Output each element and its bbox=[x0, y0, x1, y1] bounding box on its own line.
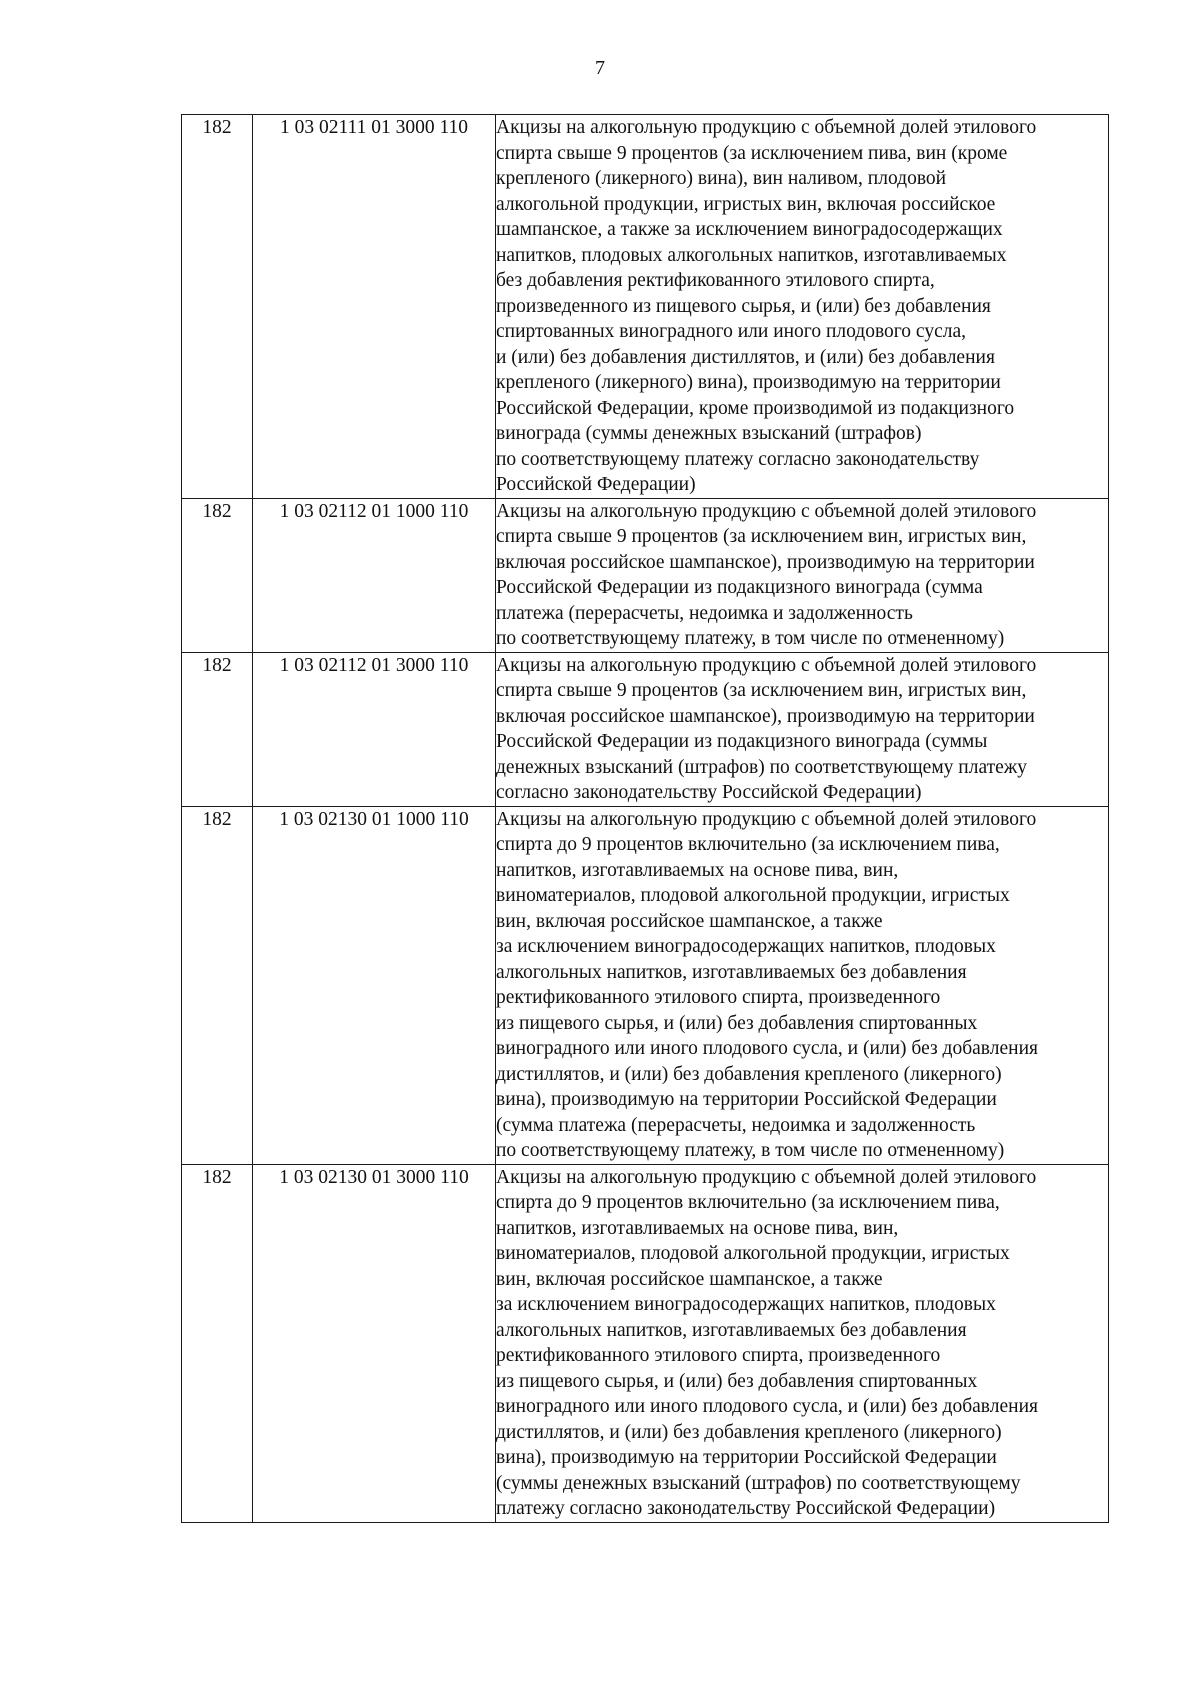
description-line: напитков, изготавливаемых на основе пива, вин, bbox=[496, 859, 899, 881]
budget-code-cell: 1 03 02112 01 1000 110 bbox=[253, 498, 496, 652]
description-line: виноматериалов, плодовой алкогольной продукции, игристых bbox=[496, 885, 1010, 906]
description-line: Акцизы на алкогольную продукцию с объемной долей этилового bbox=[496, 1166, 1037, 1188]
admin-code-cell: 182 bbox=[182, 806, 253, 1164]
description-line: Акцизы на алкогольную продукцию с объемной долей этилового bbox=[496, 808, 1037, 830]
description-line: спирта до 9 процентов включительно (за исключением пива, bbox=[496, 1192, 1000, 1213]
description-line: дистиллятов, и (или) без добавления крепленого (ликерного) bbox=[496, 1063, 1002, 1085]
description-line: без добавления ректификованного этилового спирта, bbox=[496, 270, 935, 291]
table-row bbox=[182, 652, 1109, 806]
description-line: (суммы денежных взысканий (штрафов) по соответствующему bbox=[496, 1472, 1021, 1494]
description-line: Российской Федерации, кроме производимой из подакцизного bbox=[496, 397, 1015, 419]
revenue-codes-table bbox=[181, 114, 1109, 1523]
description-line: платежа (перерасчеты, недоимка и задолженность bbox=[496, 602, 913, 624]
description-line: спирта свыше 9 процентов (за исключением вин, игристых вин, bbox=[496, 680, 1027, 701]
description-line: спирта свыше 9 процентов (за исключением вин, игристых вин, bbox=[496, 526, 1027, 547]
description-line: согласно законодательству Российской Федерации) bbox=[496, 782, 922, 803]
description-line: ректификованного этилового спирта, произведенного bbox=[496, 987, 941, 1008]
description-line: напитков, плодовых алкогольных напитков, изготавливаемых bbox=[496, 244, 1007, 266]
description-line: Акцизы на алкогольную продукцию с объемной долей этилового bbox=[496, 117, 1037, 138]
budget-code-cell: 1 03 02112 01 3000 110 bbox=[253, 652, 496, 806]
budget-code-cell: 1 03 02111 01 3000 110 bbox=[253, 115, 496, 499]
description-line: вин, включая российское шампанское, а также bbox=[496, 1268, 883, 1290]
description-line: и (или) без добавления дистиллятов, и (или) без добавления bbox=[496, 346, 995, 368]
description-line: виноматериалов, плодовой алкогольной продукции, игристых bbox=[496, 1243, 1010, 1264]
admin-code-cell: 182 bbox=[182, 115, 253, 499]
description-line: Акцизы на алкогольную продукцию с объемной долей этилового bbox=[496, 654, 1037, 676]
description-cell bbox=[496, 1164, 1109, 1522]
description-line: по соответствующему платежу, в том числе по отмененному) bbox=[496, 1140, 1005, 1161]
description-line: Российской Федерации из подакцизного винограда (суммы bbox=[496, 731, 988, 752]
description-cell bbox=[496, 498, 1109, 652]
admin-code-cell: 182 bbox=[182, 1164, 253, 1522]
description-line: по соответствующему платежу согласно законодательству bbox=[496, 448, 980, 470]
description-line: спиртованных виноградного или иного плодового сусла, bbox=[496, 321, 966, 342]
table-row bbox=[182, 498, 1109, 652]
page-number: 7 bbox=[595, 57, 605, 79]
description-line: виноградного или иного плодового сусла, и (или) без добавления bbox=[496, 1038, 1038, 1059]
description-cell bbox=[496, 806, 1109, 1164]
description-line: денежных взысканий (штрафов) по соответствующему платежу bbox=[496, 756, 1027, 778]
description-line: алкогольной продукции, игристых вин, включая российское bbox=[496, 193, 996, 215]
description-line: винограда (суммы денежных взысканий (штрафов) bbox=[496, 423, 922, 444]
table-row bbox=[182, 1164, 1109, 1522]
description-line: напитков, изготавливаемых на основе пива, вин, bbox=[496, 1217, 899, 1239]
admin-code-cell: 182 bbox=[182, 652, 253, 806]
description-line: алкогольных напитков, изготавливаемых без добавления bbox=[496, 1319, 967, 1341]
table-row bbox=[182, 806, 1109, 1164]
table-body bbox=[182, 115, 1109, 1523]
admin-code-cell: 182 bbox=[182, 498, 253, 652]
description-line: вина), производимую на территории Российской Федерации bbox=[496, 1089, 997, 1110]
description-line: Российской Федерации) bbox=[496, 474, 696, 495]
description-line: из пищевого сырья, и (или) без добавления спиртованных bbox=[496, 1012, 978, 1034]
description-line: за исключением виноградосодержащих напитков, плодовых bbox=[496, 1294, 996, 1315]
description-line: за исключением виноградосодержащих напитков, плодовых bbox=[496, 936, 996, 957]
description-line: (сумма платежа (перерасчеты, недоимка и задолженность bbox=[496, 1114, 976, 1136]
description-line: ректификованного этилового спирта, произведенного bbox=[496, 1345, 941, 1366]
description-line: Российской Федерации из подакцизного винограда (сумма bbox=[496, 577, 983, 598]
description-line: по соответствующему платежу, в том числе по отмененному) bbox=[496, 628, 1005, 649]
description-line: из пищевого сырья, и (или) без добавления спиртованных bbox=[496, 1370, 978, 1392]
description-line: алкогольных напитков, изготавливаемых без добавления bbox=[496, 961, 967, 983]
budget-code-cell: 1 03 02130 01 1000 110 bbox=[253, 806, 496, 1164]
description-line: Акцизы на алкогольную продукцию с объемной долей этилового bbox=[496, 500, 1037, 522]
description-line: вина), производимую на территории Российской Федерации bbox=[496, 1447, 997, 1468]
description-line: спирта свыше 9 процентов (за исключением пива, вин (кроме bbox=[496, 142, 1008, 164]
description-line: вин, включая российское шампанское, а также bbox=[496, 910, 883, 932]
description-line: включая российское шампанское), производимую на территории bbox=[496, 551, 1035, 573]
description-line: включая российское шампанское), производимую на территории bbox=[496, 705, 1035, 727]
description-line: спирта до 9 процентов включительно (за исключением пива, bbox=[496, 834, 1000, 855]
description-cell bbox=[496, 115, 1109, 499]
description-line: виноградного или иного плодового сусла, и (или) без добавления bbox=[496, 1396, 1038, 1417]
description-cell bbox=[496, 652, 1109, 806]
table-row bbox=[182, 115, 1109, 499]
description-line: дистиллятов, и (или) без добавления крепленого (ликерного) bbox=[496, 1421, 1002, 1443]
description-line: крепленого (ликерного) вина), вин наливом, плодовой bbox=[496, 168, 947, 189]
description-line: произведенного из пищевого сырья, и (или) без добавления bbox=[496, 295, 991, 317]
description-line: платежу согласно законодательству Российской Федерации) bbox=[496, 1498, 996, 1519]
description-line: крепленого (ликерного) вина), производимую на территории bbox=[496, 372, 1001, 393]
description-line: шампанское, а также за исключением виноградосодержащих bbox=[496, 219, 1003, 240]
budget-code-cell: 1 03 02130 01 3000 110 bbox=[253, 1164, 496, 1522]
